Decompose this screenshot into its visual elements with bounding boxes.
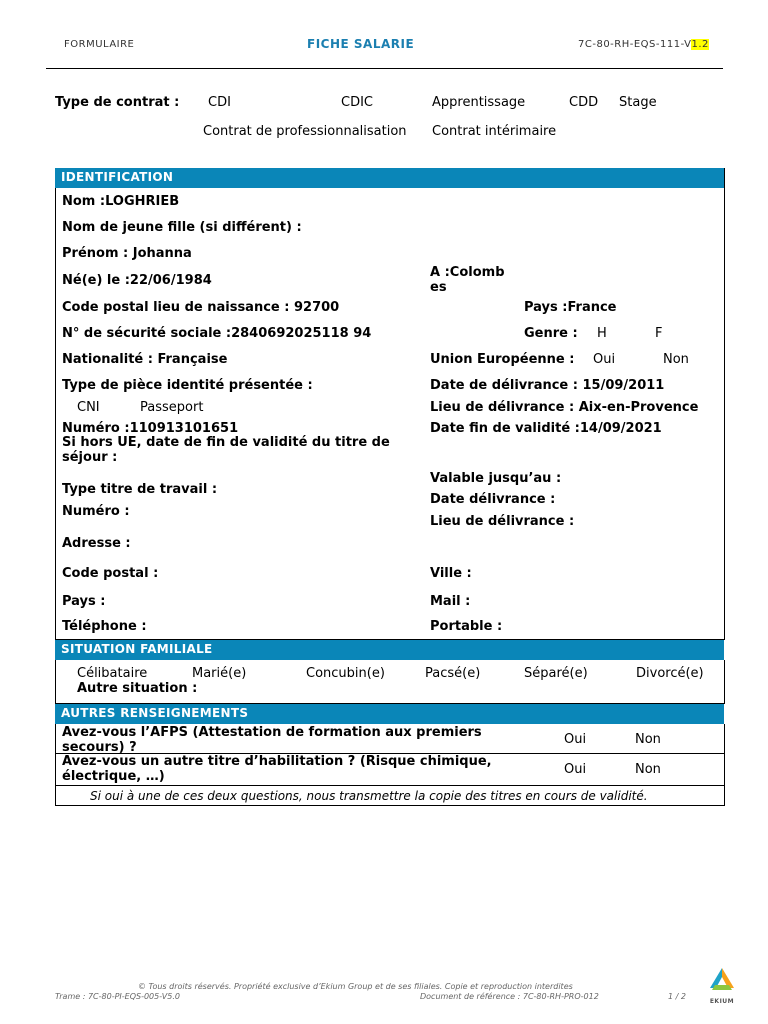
situation-option-celibataire[interactable]: Célibataire bbox=[77, 666, 148, 681]
genre-option-f[interactable]: F bbox=[655, 326, 663, 341]
cp-naissance-field[interactable]: Code postal lieu de naissance : 92700 bbox=[62, 300, 340, 315]
pays-field[interactable]: Pays : bbox=[62, 594, 106, 609]
ville-field[interactable]: Ville : bbox=[430, 566, 472, 581]
validity-note: Si oui à une de ces deux questions, nous transmettre la copie des titres en cours de validité. bbox=[90, 789, 648, 803]
afps-option-oui[interactable]: Oui bbox=[564, 732, 587, 747]
securite-sociale-field[interactable]: N° de sécurité sociale :2840692025118 94 bbox=[62, 326, 372, 341]
situation-option-separe[interactable]: Séparé(e) bbox=[524, 666, 588, 681]
nationalite-field[interactable]: Nationalité : Française bbox=[62, 352, 228, 367]
afps-question-line2: secours) ? bbox=[62, 740, 137, 755]
contract-option-cdd[interactable]: CDD bbox=[569, 95, 599, 110]
union-europeenne-label: Union Européenne : bbox=[430, 352, 575, 367]
lieu-naissance-line1: A :Colomb bbox=[430, 265, 505, 280]
ue-option-oui[interactable]: Oui bbox=[593, 352, 616, 367]
date-fin-validite-field[interactable]: Date fin de validité :14/09/2021 bbox=[430, 421, 662, 436]
hors-ue-line2: séjour : bbox=[62, 450, 118, 465]
situation-option-concubin[interactable]: Concubin(e) bbox=[306, 666, 385, 681]
reference-prefix: 7C-80-RH-EQS-111-V bbox=[578, 39, 692, 50]
header-rule bbox=[46, 68, 723, 69]
contract-option-interimaire[interactable]: Contrat intérimaire bbox=[432, 124, 557, 139]
trame-reference: Trame : 7C-80-PI-EQS-005-V5.0 bbox=[55, 992, 180, 1001]
habilitation-option-oui[interactable]: Oui bbox=[564, 762, 587, 777]
prenom-field[interactable]: Prénom : Johanna bbox=[62, 246, 192, 261]
date-delivrance-field[interactable]: Date de délivrance : 15/09/2011 bbox=[430, 378, 665, 393]
hors-ue-field[interactable] bbox=[62, 435, 390, 465]
mail-field[interactable]: Mail : bbox=[430, 594, 471, 609]
contract-option-cdi[interactable]: CDI bbox=[208, 95, 231, 110]
valable-jusqu-field[interactable]: Valable jusqu’au : bbox=[430, 471, 562, 486]
pays-naissance-field[interactable]: Pays :France bbox=[524, 300, 617, 315]
nom-field[interactable]: Nom :LOGHRIEB bbox=[62, 194, 180, 209]
contract-option-cdic[interactable]: CDIC bbox=[341, 95, 373, 110]
ekium-logo bbox=[706, 966, 738, 1006]
row-divider bbox=[55, 785, 724, 786]
autre-situation-field[interactable]: Autre situation : bbox=[77, 681, 198, 696]
autres-renseignements-header: AUTRES RENSEIGNEMENTS bbox=[55, 704, 724, 724]
document-reference bbox=[578, 39, 709, 50]
situation-option-pacse[interactable]: Pacsé(e) bbox=[425, 666, 481, 681]
telephone-field[interactable]: Téléphone : bbox=[62, 619, 147, 634]
genre-label: Genre : bbox=[524, 326, 578, 341]
situation-option-marie[interactable]: Marié(e) bbox=[192, 666, 247, 681]
habilitation-option-non[interactable]: Non bbox=[635, 762, 661, 777]
page-number: 1 / 2 bbox=[668, 992, 686, 1001]
lieu-delivrance-titre-field[interactable]: Lieu de délivrance : bbox=[430, 514, 575, 529]
adresse-field[interactable]: Adresse : bbox=[62, 536, 131, 551]
ekium-logo-icon bbox=[706, 966, 738, 994]
identification-header: IDENTIFICATION bbox=[55, 168, 724, 188]
piece-option-cni[interactable]: CNI bbox=[77, 400, 100, 415]
form-type-label: FORMULAIRE bbox=[64, 39, 135, 50]
lieu-delivrance-field[interactable]: Lieu de délivrance : Aix-en-Provence bbox=[430, 400, 699, 415]
ekium-logo-text: EKIUM bbox=[709, 998, 735, 1005]
ue-option-non[interactable]: Non bbox=[663, 352, 689, 367]
afps-question-line1: Avez-vous l’AFPS (Attestation de formation aux premiers bbox=[62, 725, 482, 740]
nom-jeune-fille-field[interactable]: Nom de jeune fille (si différent) : bbox=[62, 220, 302, 235]
numero-piece-field[interactable]: Numéro :110913101651 bbox=[62, 421, 239, 436]
hors-ue-line1: Si hors UE, date de fin de validité du titre de bbox=[62, 435, 390, 450]
contract-option-apprentissage[interactable]: Apprentissage bbox=[432, 95, 526, 110]
habilitation-question-line1: Avez-vous un autre titre d’habilitation ? (Risque chimique, bbox=[62, 754, 492, 769]
afps-option-non[interactable]: Non bbox=[635, 732, 661, 747]
lieu-naissance-line2: es bbox=[430, 280, 447, 295]
contract-option-professionnalisation[interactable]: Contrat de professionnalisation bbox=[203, 124, 407, 139]
lieu-naissance-field[interactable] bbox=[430, 265, 505, 295]
genre-option-h[interactable]: H bbox=[597, 326, 607, 341]
situation-option-divorce[interactable]: Divorcé(e) bbox=[636, 666, 704, 681]
contract-option-stage[interactable]: Stage bbox=[619, 95, 657, 110]
page-title: FICHE SALARIE bbox=[307, 37, 415, 51]
situation-familiale-header: SITUATION FAMILIALE bbox=[55, 640, 724, 660]
date-delivrance-titre-field[interactable]: Date délivrance : bbox=[430, 492, 556, 507]
habilitation-question-line2: électrique, …) bbox=[62, 769, 165, 784]
portable-field[interactable]: Portable : bbox=[430, 619, 503, 634]
afps-question bbox=[62, 725, 482, 755]
document-reference-footer: Document de référence : 7C-80-RH-PRO-012 bbox=[420, 992, 599, 1001]
titre-travail-field[interactable]: Type titre de travail : bbox=[62, 482, 218, 497]
habilitation-question bbox=[62, 754, 492, 784]
numero-titre-field[interactable]: Numéro : bbox=[62, 504, 130, 519]
piece-option-passeport[interactable]: Passeport bbox=[140, 400, 204, 415]
date-naissance-field[interactable]: Né(e) le :22/06/1984 bbox=[62, 273, 212, 288]
code-postal-field[interactable]: Code postal : bbox=[62, 566, 159, 581]
copyright-notice: © Tous droits réservés. Propriété exclusive d’Ekium Group et de ses filiales. Copie et reproduction interdites bbox=[138, 982, 573, 991]
piece-identite-label: Type de pièce identité présentée : bbox=[62, 378, 313, 393]
reference-version: 1.2 bbox=[691, 39, 709, 50]
contract-type-label: Type de contrat : bbox=[55, 95, 180, 110]
